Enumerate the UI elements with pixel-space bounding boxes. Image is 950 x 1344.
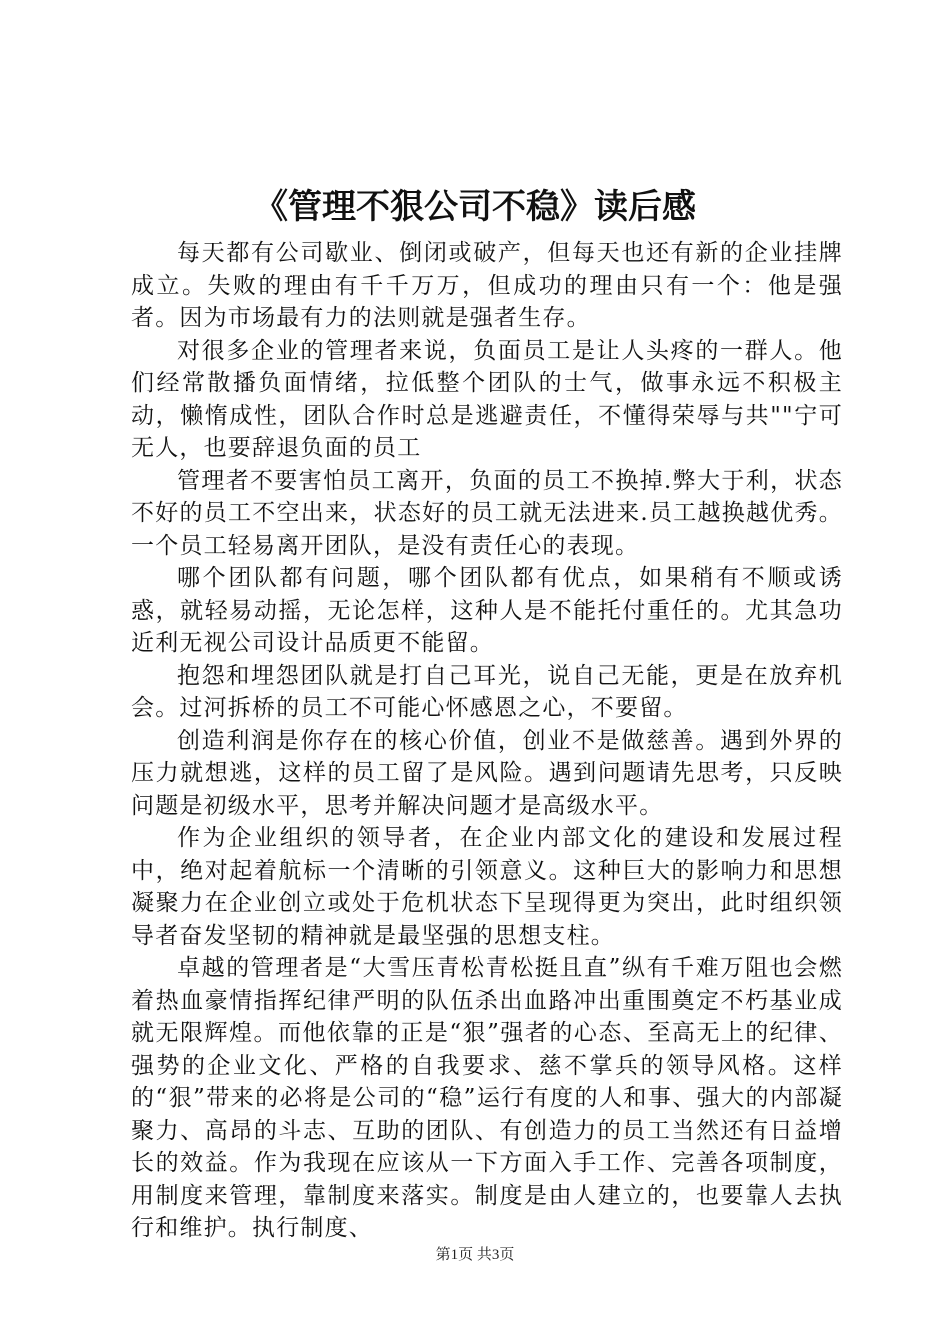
paragraph-4: 哪个团队都有问题，哪个团队都有优点，如果稍有不顺或诱惑，就轻易动摇，无论怎样，这种人是不能托付重任的。尤其急功近利无视公司设计品质更不能留。 [131,565,843,656]
page-number-footer: 第1页 共3页 [435,1247,515,1263]
paragraph-1: 每天都有公司歇业、倒闭或破产，但每天也还有新的企业挂牌成立。失败的理由有千千万万，但成功的理由只有一个：他是强者。因为市场最有力的法则就是强者生存。 [131,240,843,331]
paragraph-2: 对很多企业的管理者来说，负面员工是让人头疼的一群人。他们经常散播负面情绪，拉低整个团队的士气，做事永远不积极主动，懒惰成性，团队合作时总是逃避责任，不懂得荣辱与共""宁可无人，也要辞退负面的员工 [131,337,843,461]
paragraph-7: 作为企业组织的领导者，在企业内部文化的建设和发展过程中，绝对起着航标一个清晰的引领意义。这种巨大的影响力和思想凝聚力在企业创立或处于危机状态下呈现得更为突出，此时组织领导者奋发坚韧的精神就是最坚强的思想支柱。 [131,825,843,949]
document-body [131,237,843,1245]
page-title: 《管理不狠公司不稳》读后感 [254,187,696,227]
paragraph-3: 管理者不要害怕员工离开，负面的员工不换掉.弊大于利，状态不好的员工不空出来，状态好的员工就无法进来.员工越换越优秀。一个员工轻易离开团队，是没有责任心的表现。 [131,467,843,559]
paragraph-8: 卓越的管理者是“大雪压青松青松挺且直”纵有千难万阻也会燃着热血豪情指挥纪律严明的队伍杀出血路冲出重围奠定不朽基业成就无限辉煌。而他依靠的正是“狠”强者的心态、至高无上的纪律、强势的企业文化、严格的自我要求、慈不掌兵的领导风格。这样的“狠”带来的必将是公司的“稳”运行有度的人和事、强大的内部凝聚力、高昂的斗志、互助的团队、有创造力的员工当然还有日益增长的效益。作为我现在应该从一下方面入手工作、完善各项制度，用制度来管理，靠制度来落实。制度是由人建立的，也要靠人去执行和维护。执行制度、 [131,955,843,1241]
paragraph-5: 抱怨和埋怨团队就是打自己耳光，说自己无能，更是在放弃机会。过河拆桥的员工不可能心怀感恩之心，不要留。 [131,662,843,721]
paragraph-6: 创造利润是你存在的核心价值，创业不是做慈善。遇到外界的压力就想逃，这样的员工留了是风险。遇到问题请先思考，只反映问题是初级水平，思考并解决问题才是高级水平。 [131,727,843,819]
